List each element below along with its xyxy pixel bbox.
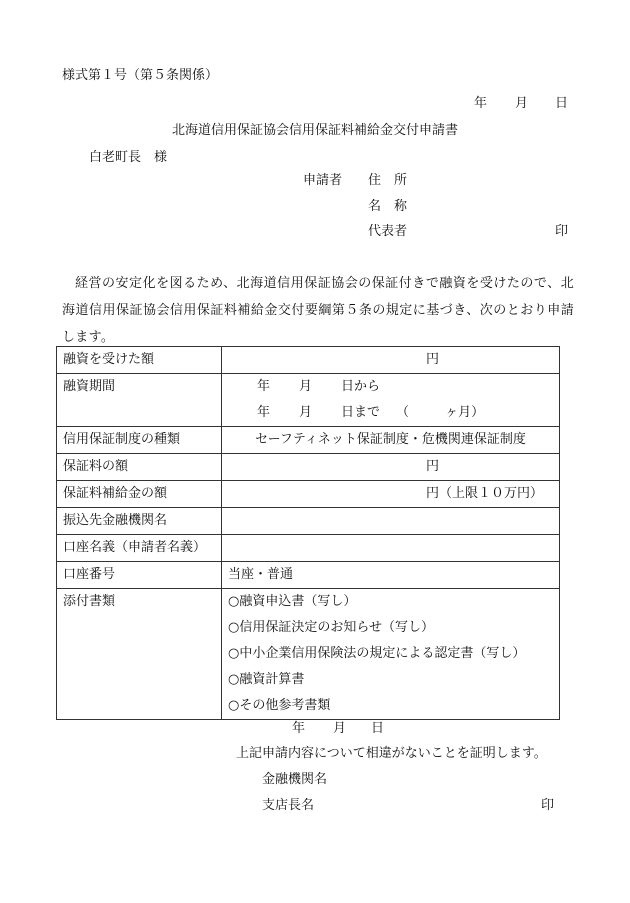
loan-period-field[interactable] (222, 374, 560, 427)
guarantee-fee-field[interactable] (222, 454, 560, 481)
certification-statement: 上記申請内容について相違がないことを証明します。 (236, 746, 547, 761)
row-account-number (57, 562, 560, 589)
guarantee-type-value[interactable]: セーフティネット保証制度・危機関連保証制度 (222, 427, 560, 454)
attachments-label: 添付書類 (57, 589, 222, 720)
loan-amount-label: 融資を受けた額 (57, 347, 222, 374)
loan-period-start (228, 374, 553, 400)
row-guarantee-fee (57, 454, 560, 481)
months-suffix: ヶ月） (445, 405, 485, 420)
account-number-label: 口座番号 (57, 562, 222, 589)
row-account-holder (57, 535, 560, 562)
account-type-value[interactable]: 当座・普通 (222, 562, 560, 589)
attachment-item: ○その他参考書類 (228, 698, 331, 713)
row-attachments (57, 589, 560, 720)
company-name-label: 名 称 (368, 199, 408, 214)
subsidy-amount-label: 保証料補給金の額 (57, 481, 222, 508)
months-open-paren: （ (396, 405, 410, 420)
attachment-item: ○中小企業信用保険法の規定による認定書（写し） (228, 646, 526, 661)
row-loan-amount (57, 347, 560, 374)
bank-name-signature-label: 金融機関名 (262, 772, 328, 787)
period-end-year: 年 (257, 405, 271, 420)
guarantee-type-label: 信用保証制度の種類 (57, 427, 222, 454)
bank-name-label: 振込先金融機関名 (57, 508, 222, 535)
applicant-label: 申請者 (303, 173, 343, 188)
document-title: 北海道信用保証協会信用保証料補給金交付申請書 (171, 123, 458, 138)
row-bank-name (57, 508, 560, 535)
cert-date-day: 日 (371, 721, 385, 736)
loan-period-label: 融資期間 (57, 374, 222, 427)
application-table (56, 346, 560, 720)
guarantee-fee-unit: 円 (426, 459, 440, 474)
subsidy-amount-unit: 円（上限１０万円） (426, 486, 544, 501)
row-loan-period (57, 374, 560, 427)
period-start-year: 年 (257, 379, 271, 394)
date-year-label: 年 (474, 96, 488, 111)
date-month-label: 月 (515, 96, 529, 111)
cert-date-year: 年 (292, 721, 306, 736)
form-number: 様式第１号（第５条関係） (62, 68, 219, 83)
representative-label: 代表者 (368, 224, 408, 239)
row-subsidy-amount (57, 481, 560, 508)
loan-amount-unit: 円 (426, 352, 440, 367)
period-start-day-from: 日から (341, 379, 381, 394)
bank-name-field[interactable] (222, 508, 560, 535)
account-holder-field[interactable] (222, 535, 560, 562)
addressee: 白老町長 様 (89, 150, 168, 165)
period-end-month: 月 (299, 405, 313, 420)
loan-amount-field[interactable] (222, 347, 560, 374)
date-day-label: 日 (555, 96, 569, 111)
account-holder-label: 口座名義（申請者名義） (57, 535, 222, 562)
branch-manager-label: 支店長名 (262, 798, 315, 813)
address-label: 住 所 (368, 173, 408, 188)
subsidy-amount-field[interactable] (222, 481, 560, 508)
applicant-seal-mark: 印 (555, 224, 569, 239)
bank-seal-mark: 印 (541, 798, 555, 813)
attachments-list (222, 589, 560, 720)
attachment-item: ○融資申込書（写し） (228, 594, 357, 609)
row-guarantee-type (57, 427, 560, 454)
loan-period-end (228, 400, 553, 426)
application-statement: 経営の安定化を図るため、北海道信用保証協会の保証付きで融資を受けたので、北海道信用保証協会信用保証料補給金交付要綱第５条の規定に基づき、次のとおり申請します。 (62, 276, 574, 345)
cert-date-month: 月 (333, 721, 347, 736)
period-start-month: 月 (299, 379, 313, 394)
guarantee-fee-label: 保証料の額 (57, 454, 222, 481)
attachment-item: ○信用保証決定のお知らせ（写し） (228, 620, 434, 635)
attachment-item: ○融資計算書 (228, 672, 305, 687)
period-end-day-until: 日まで (341, 405, 381, 420)
